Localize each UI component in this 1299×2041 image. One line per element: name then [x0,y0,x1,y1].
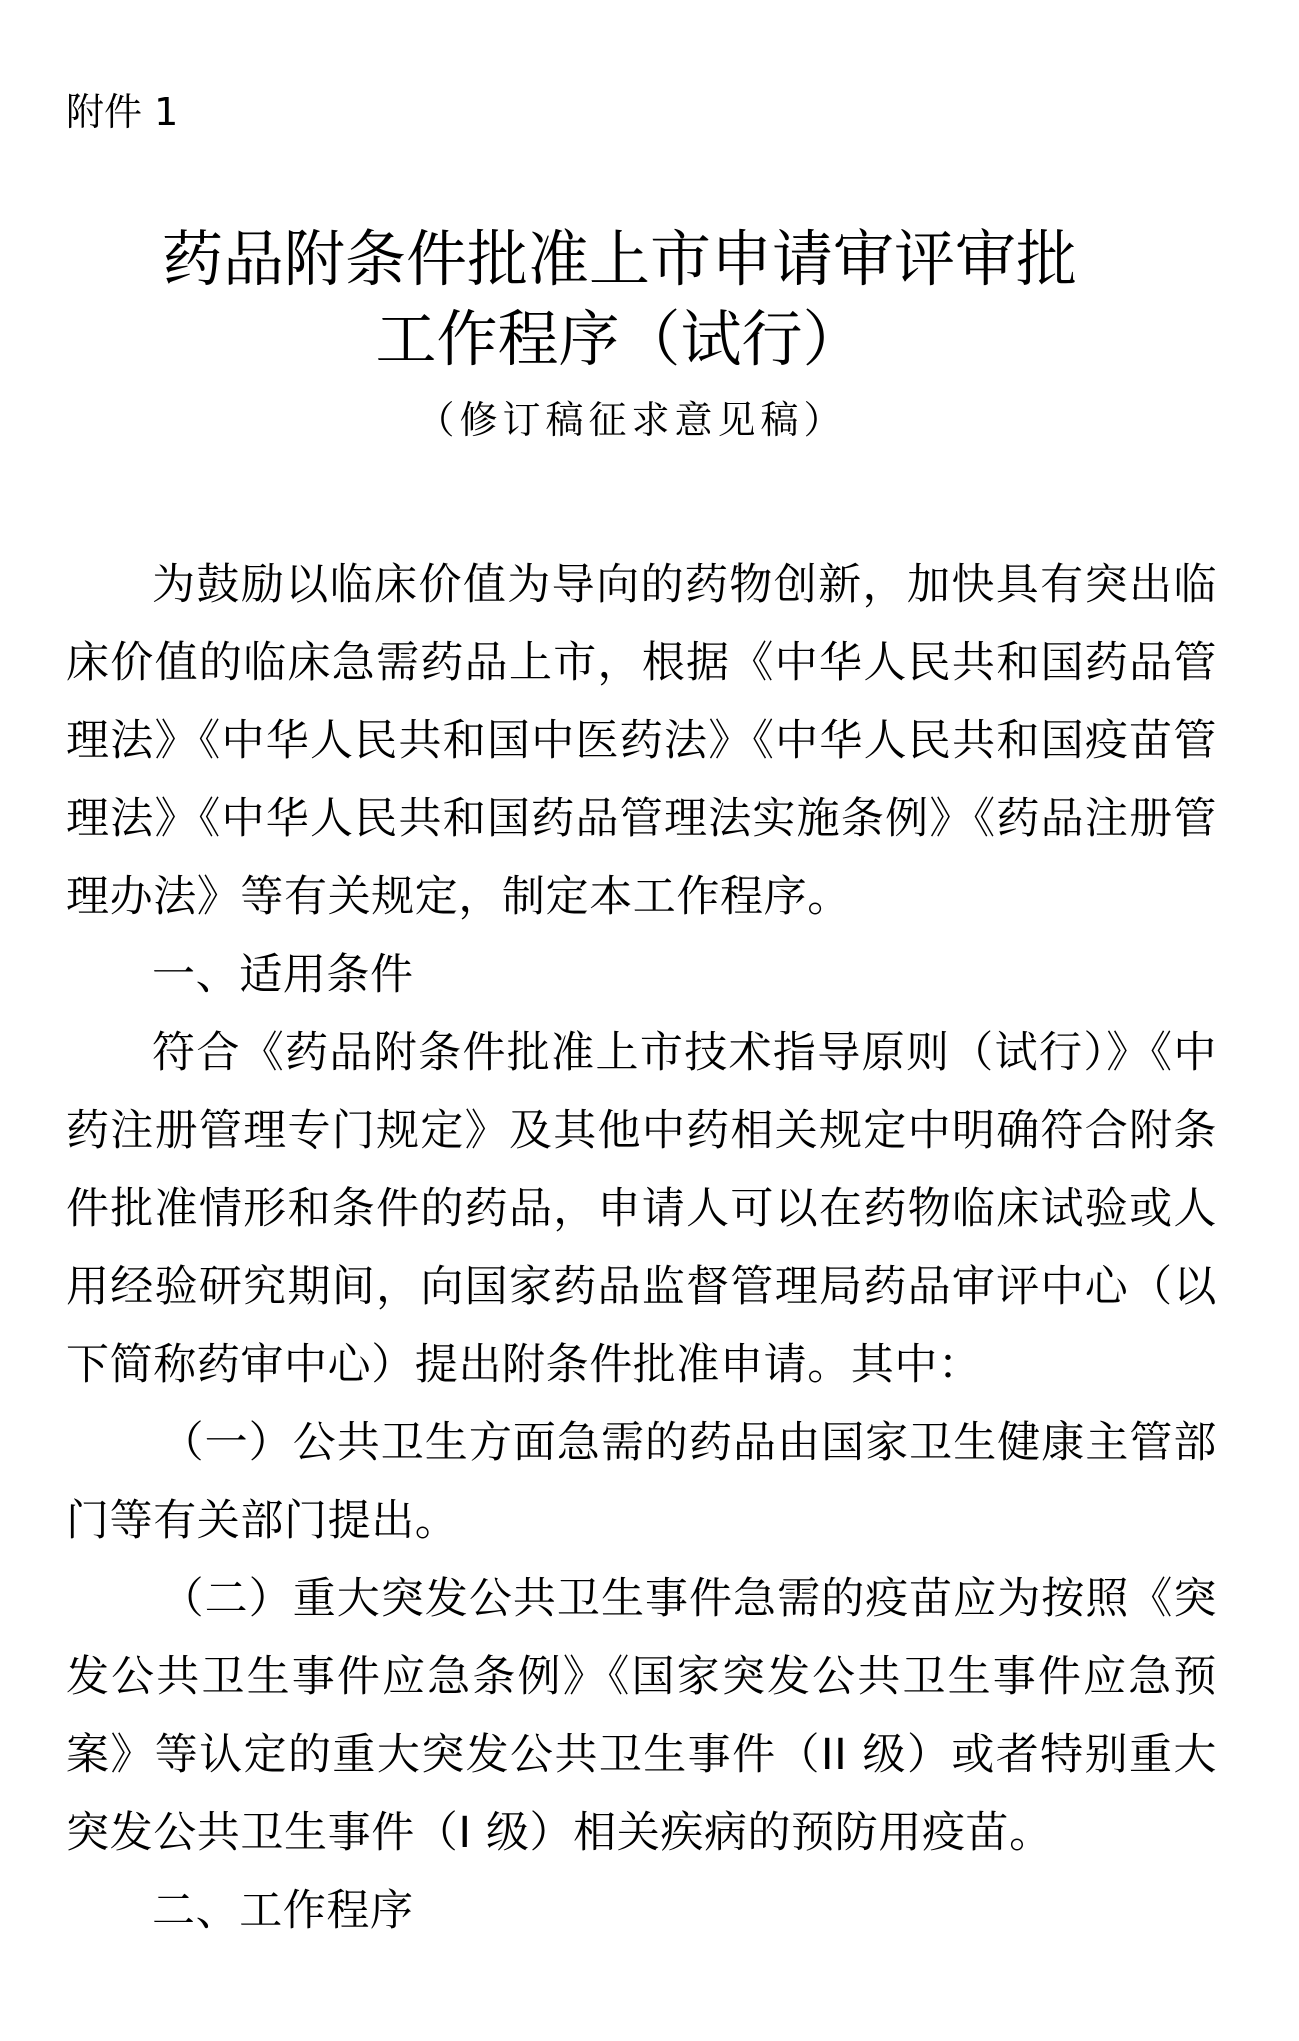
list-item-2: （二）重大突发公共卫生事件急需的疫苗应为按照《突发公共卫生事件应急条例》《国家突发公共卫生事件应急预案》等认定的重大突发公共卫生事件（II 级）或者特别重大突发公共卫生事件（I 级）相关疾病的预防用疫苗。 [66,1574,1217,1858]
list-item-1: （一）公共卫生方面急需的药品由国家卫生健康主管部门等有关部门提出。 [66,1418,1217,1546]
document-subtitle: （修订稿征求意见稿） [416,398,847,442]
section-1-paragraph: 符合《药品附条件批准上市技术指导原则（试行）》《中药注册管理专门规定》及其他中药相关规定中明确符合附条件批准情形和条件的药品，申请人可以在药物临床试验或人用经验研究期间，向国家药品监督管理局药品审评中心（以下简称药审中心）提出附条件批准申请。其中： [66,1028,1217,1390]
intro-paragraph: 为鼓励以临床价值为导向的药物创新，加快具有突出临床价值的临床急需药品上市，根据《中华人民共和国药品管理法》《中华人民共和国中医药法》《中华人民共和国疫苗管理法》《中华人民共和国药品管理法实施条例》《药品注册管理办法》等有关规定，制定本工作程序。 [66,560,1217,922]
attachment-label: 附件 1 [66,90,179,134]
section-2-heading: 二、工作程序 [152,1886,414,1936]
section-1-heading: 一、适用条件 [152,950,414,1000]
document-title-line-1: 药品附条件批准上市申请审评审批 [161,224,1077,295]
document-title-line-2: 工作程序（试行） [375,304,864,375]
document-body [66,546,1217,1950]
